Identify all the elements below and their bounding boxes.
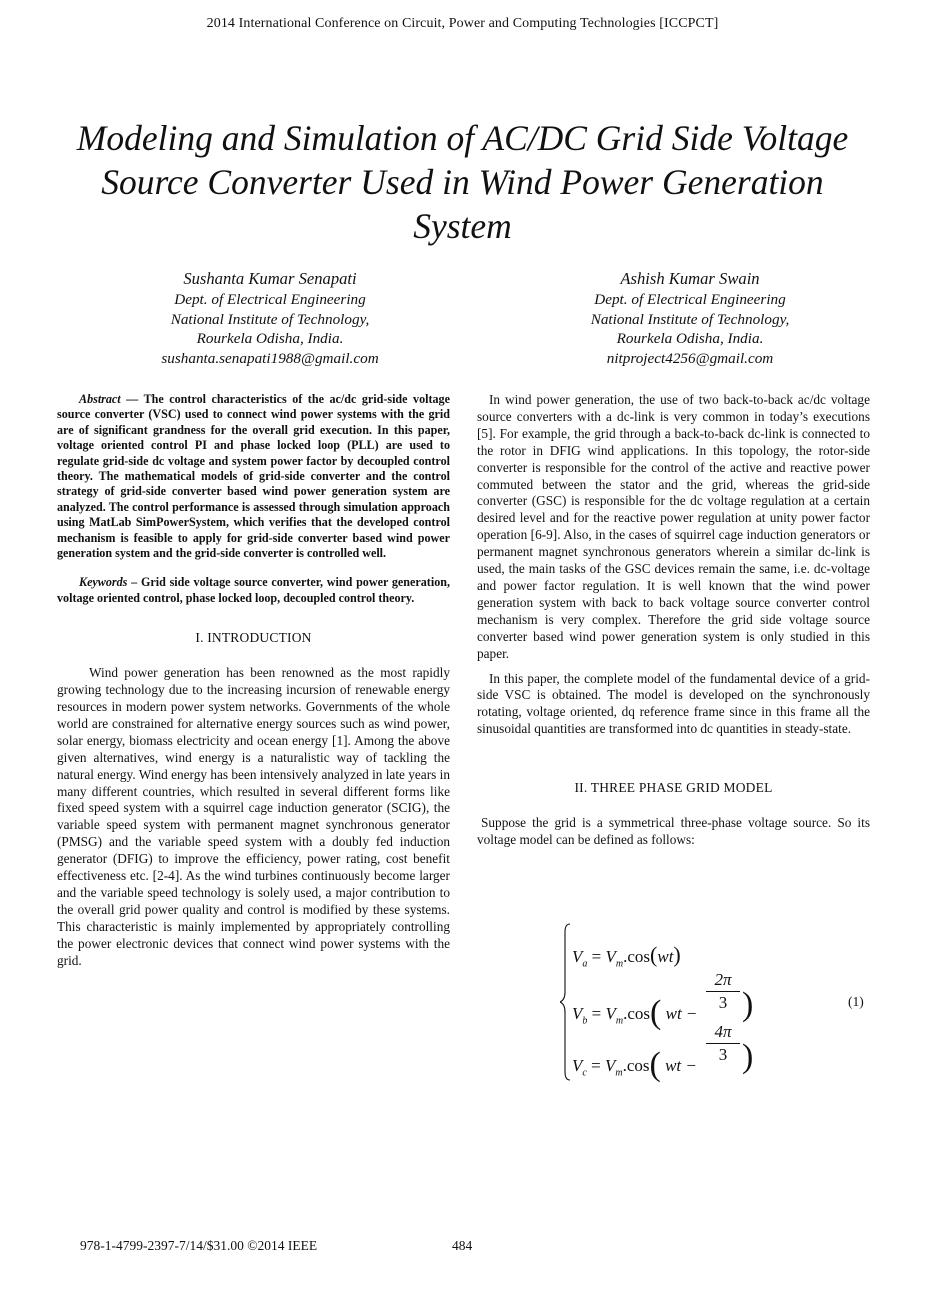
section-heading-grid-model: II. THREE PHASE GRID MODEL xyxy=(574,780,773,796)
footer-page-number: 484 xyxy=(452,1238,473,1253)
eq-sub: m xyxy=(615,1067,623,1079)
footer-copyright: 978-1-4799-2397-7/14/$31.00 ©2014 IEEE xyxy=(80,1238,318,1253)
author-email[interactable]: sushanta.senapati1988@gmail.com xyxy=(161,349,379,367)
eq-sub: m xyxy=(615,1015,624,1027)
abstract-text: The control characteristics of the ac/dc grid-side voltage source converter (VSC) used to connect wind power systems with the grid are of significant grandness for the overall grid execution. In this paper, voltage oriented control PI and phase locked loop (PLL) are used to regulate grid-side dc voltage and system power factor by decoupled control theory. The mathematical models of grid-side converter and the control strategy of grid-side converter based wind power generation system are analyzed. The control performance is assessed through simulation approach using MatLab SimPowerSystem, which verifies that the developed control mechanism is feasible to apply for grid-side converter based wind power generation system and the grid-side converter is controlled well. xyxy=(57,392,450,561)
eq-paren: ) xyxy=(742,1038,754,1075)
eq-sub: c xyxy=(582,1067,587,1079)
author-block-1 xyxy=(120,268,420,368)
author-name: Ashish Kumar Swain xyxy=(620,269,760,288)
keywords-text: Grid side voltage source converter, wind power generation, voltage oriented control, phase locked loop, decoupled control theory. xyxy=(57,575,450,605)
eq-frac-num: 4π xyxy=(714,1022,732,1041)
equation-fraction-c xyxy=(706,1022,740,1065)
equation-fraction-b xyxy=(706,970,740,1013)
eq-frac-den: 3 xyxy=(718,993,728,1012)
eq-var: V xyxy=(572,1004,583,1023)
eq-var: V xyxy=(572,947,583,966)
eq-arg: wt − xyxy=(665,1004,698,1023)
equation-number: (1) xyxy=(848,994,864,1009)
eq-var: V xyxy=(572,1056,583,1075)
keywords xyxy=(57,575,450,606)
conference-header: 2014 International Conference on Circuit, Power and Computing Technologies [ICCPCT] xyxy=(206,16,719,31)
right-paragraph-3: Suppose the grid is a symmetrical three-phase voltage source. So its voltage model can be defined as follows: xyxy=(477,815,870,847)
eq-arg: wt xyxy=(657,947,674,966)
left-column xyxy=(57,392,450,970)
author-name: Sushanta Kumar Senapati xyxy=(183,269,357,288)
eq-var: V xyxy=(605,947,616,966)
right-column xyxy=(477,392,870,849)
eq-func: .cos xyxy=(622,1056,650,1075)
author-dept: Dept. of Electrical Engineering xyxy=(594,291,786,308)
right-paragraph-1: In wind power generation, the use of two back-to-back ac/dc voltage source converters with a dc-link is very common in today’s executions [5]. For example, the grid through a back-to-back dc-link is connected to the rotor in DFIG wind applications. In this topology, the rotor-side converter is responsible for the control of the active and reactive power commuted between the stator and the grid, whereas the grid-side converter (GSC) is responsible for the dc voltage regulation at a certain desired level and for the reactive power regulation at unity power factor operation [6-9]. Also, in the cases of squirrel cage induction generators or permanent magnet synchronous generators wherein a similar dc-link is used, the main tasks of the GSC devices remain the same, i.e. dc-voltage and power factor regulation. It is well known that the wind power generation system with back to back voltage source converter control mechanism is very complex. Therefore the grid side voltage source converter based wind power generation system is only studied in this paper. xyxy=(477,392,870,661)
keywords-label: Keywords xyxy=(79,575,128,590)
abstract xyxy=(57,392,450,561)
eq-sub: a xyxy=(582,958,588,970)
equation-1 xyxy=(560,920,864,1085)
right-paragraph-2: In this paper, the complete model of the fundamental device of a grid-side VSC is obtained. The model is developed on the synchronously rotating, voltage oriented, dq reference frame since in this frame all the sinusoidal quantities are transformed into dc quantities in steady-state. xyxy=(477,670,870,737)
eq-frac-num: 2π xyxy=(714,970,732,989)
equation-line-b: $V_b = V_m.\cos$( wt − xyxy=(572,994,698,1031)
author-dept: Dept. of Electrical Engineering xyxy=(174,291,366,308)
eq-var: V xyxy=(605,1004,616,1023)
author-institute: National Institute of Technology, xyxy=(590,310,790,328)
abstract-label: Abstract xyxy=(79,392,121,406)
eq-arg: wt − xyxy=(665,1056,697,1075)
eq-sub: b xyxy=(582,1015,588,1027)
eq-func: .cos xyxy=(623,947,651,966)
equation-line-a: $V_a = V_m.\cos(wt)$ xyxy=(572,942,681,970)
introduction-paragraph: Wind power generation has been renowned as the most rapidly growing technology due to the increasing incursion of renewable energy resources in modern power system networks. Governments of the whole world are constrained for alternative energy sources such as wind power, solar energy, biomass electricity and ocean energy [1]. Among the above given alternatives, wind energy is a naturalistic way of tackling the natural energy. Wind energy has been intensively analyzed in late years in many different countries, which resulted in several different forms like fixed speed system with a squirrel cage induction generator (SCIG), the variable speed system with permanent magnet synchronous generator (PMSG) and the variable speed system with a doubly fed induction generator (DFIG) to improve the efficiency, power rating, cost benefit effectiveness etc. [2-4]. As the wind turbines continuously become larger and the variable speed technology is solely used, a major contribution to the overall grid power quality and control is modified by these systems. This characteristic is mainly implemented by appropriately controlling the power electronic devices that connect wind power systems with the grid. xyxy=(57,665,450,968)
author-block-2 xyxy=(540,268,840,368)
eq-func: .cos xyxy=(623,1004,651,1023)
eq-var: V xyxy=(604,1056,616,1075)
eq-paren: ) xyxy=(742,986,754,1023)
paper-title: Modeling and Simulation of AC/DC Grid Side Voltage Source Converter Used in Wind Power Generation System xyxy=(76,118,849,246)
equation-line-c: $V_c = V_m.\cos$( wt − xyxy=(572,1046,697,1083)
eq-frac-den: 3 xyxy=(718,1045,728,1064)
author-email[interactable]: nitproject4256@gmail.com xyxy=(606,349,774,367)
author-location: Rourkela Odisha, India. xyxy=(196,330,344,348)
author-location: Rourkela Odisha, India. xyxy=(616,330,764,348)
abstract-sep: — xyxy=(120,392,144,406)
eq-sub: m xyxy=(615,958,624,970)
keywords-sep: – xyxy=(127,575,141,590)
section-heading-introduction: I. INTRODUCTION xyxy=(195,630,312,646)
author-institute: National Institute of Technology, xyxy=(170,310,370,328)
